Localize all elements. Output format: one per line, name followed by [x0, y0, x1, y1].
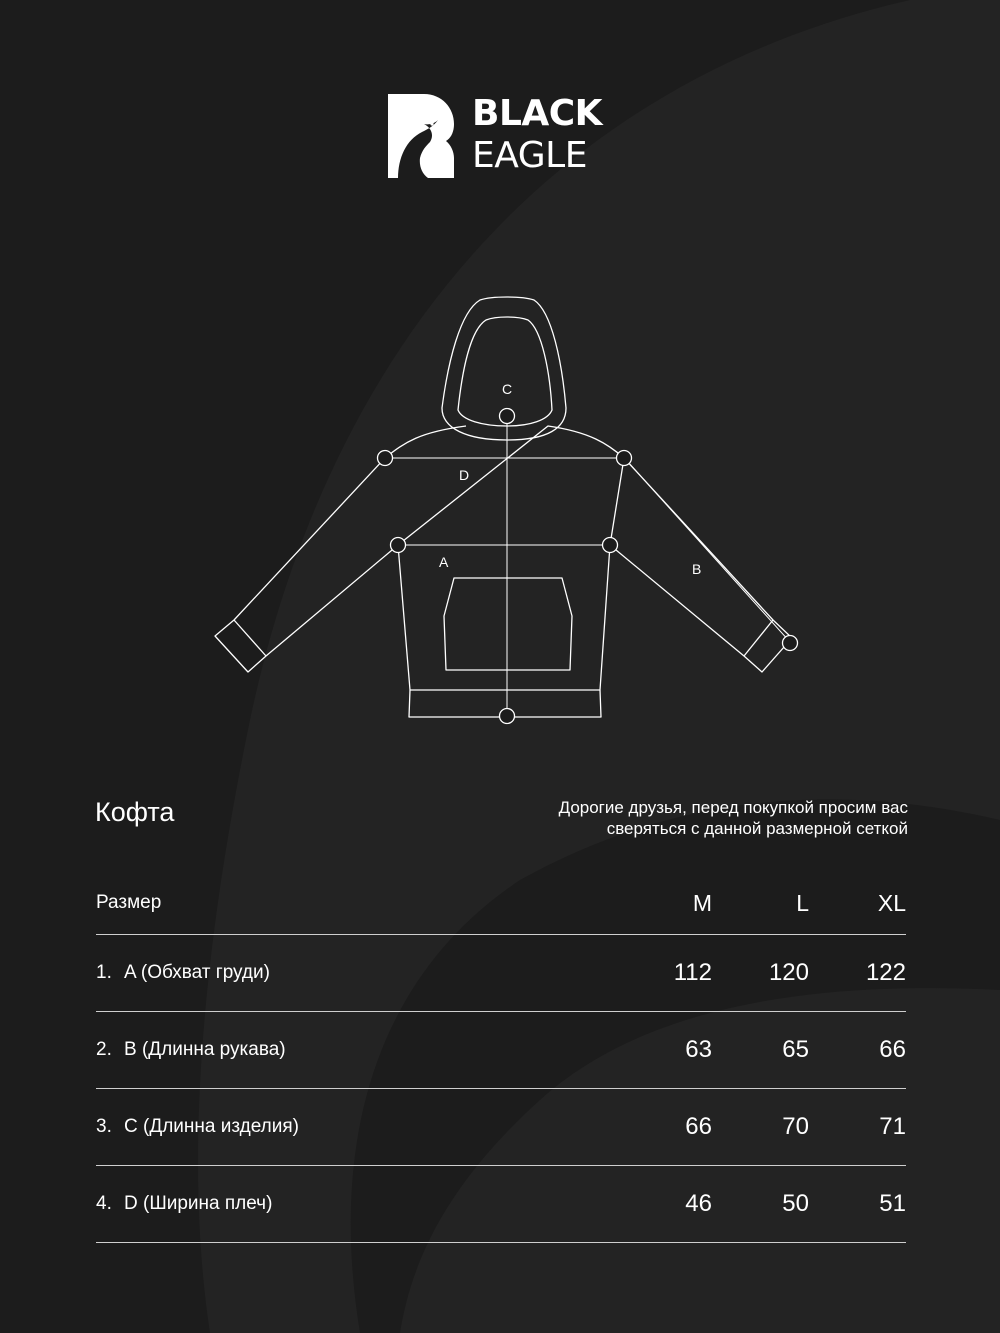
cell-m: 66: [685, 1113, 712, 1140]
left-sleeve: [215, 458, 398, 672]
row-name: C (Длинна изделия): [124, 1116, 299, 1137]
cell-xl: 51: [879, 1190, 906, 1217]
point-hem-bottom: [500, 709, 515, 724]
header-size-xl: XL: [877, 890, 906, 916]
table-row: [96, 1166, 906, 1243]
point-hood-top: [500, 409, 515, 424]
cell-l: 50: [782, 1190, 809, 1217]
brand-name-line2: EAGLE: [472, 135, 587, 176]
cell-m: 112: [673, 959, 712, 986]
cell-l: 120: [768, 959, 809, 986]
size-notice: [559, 797, 908, 839]
product-title: Кофта: [95, 797, 175, 827]
notice-line-1: Дорогие друзья, перед покупкой просим вас: [558, 798, 908, 817]
label-a: A: [439, 554, 449, 570]
row-name: A (Обхват груди): [124, 962, 270, 983]
point-chest-right: [603, 538, 618, 553]
kangaroo-pocket: [444, 578, 572, 670]
body-outline: [385, 426, 624, 690]
row-label: [96, 1012, 286, 1088]
point-chest-left: [391, 538, 406, 553]
row-label: [96, 935, 270, 1011]
cell-xl: 66: [879, 1036, 906, 1063]
cell-m: 63: [685, 1036, 712, 1063]
cell-l: 70: [782, 1113, 809, 1140]
row-label: [96, 1089, 299, 1165]
row-name: D (Ширина плеч): [124, 1193, 273, 1214]
cell-xl: 122: [865, 959, 906, 986]
right-cuff: [744, 620, 773, 656]
row-name: B (Длинна рукава): [124, 1039, 286, 1060]
cell-m: 46: [685, 1190, 712, 1217]
eagle-head-logo-icon: [388, 94, 454, 178]
row-index: 2.: [96, 1039, 112, 1060]
row-index: 4.: [96, 1193, 112, 1214]
label-d: D: [459, 467, 470, 483]
row-index: 1.: [96, 962, 112, 983]
row-index: 3.: [96, 1116, 112, 1137]
row-label: [96, 1166, 272, 1242]
label-b: B: [692, 561, 702, 577]
point-sleeve-end: [783, 636, 798, 651]
brand-logo: [388, 94, 618, 180]
table-header-row: [96, 878, 906, 935]
header-size-m: M: [692, 890, 712, 916]
point-shoulder-right: [617, 451, 632, 466]
table-row: [96, 935, 906, 1012]
point-shoulder-left: [378, 451, 393, 466]
table-row: [96, 1089, 906, 1166]
sleeve-line-b: [628, 462, 790, 642]
header-size-l: L: [796, 890, 809, 916]
hoodie-measurement-diagram: [200, 290, 810, 730]
cell-l: 65: [782, 1036, 809, 1063]
table-row: [96, 1012, 906, 1089]
size-table: [96, 878, 906, 1243]
label-c: C: [502, 381, 513, 397]
cell-xl: 71: [879, 1113, 906, 1140]
left-cuff: [234, 620, 266, 656]
notice-line-2: сверяться с данной размерной сеткой: [606, 819, 908, 838]
brand-name-line1: BLACK: [472, 93, 603, 134]
header-size-label: Размер: [96, 892, 162, 913]
